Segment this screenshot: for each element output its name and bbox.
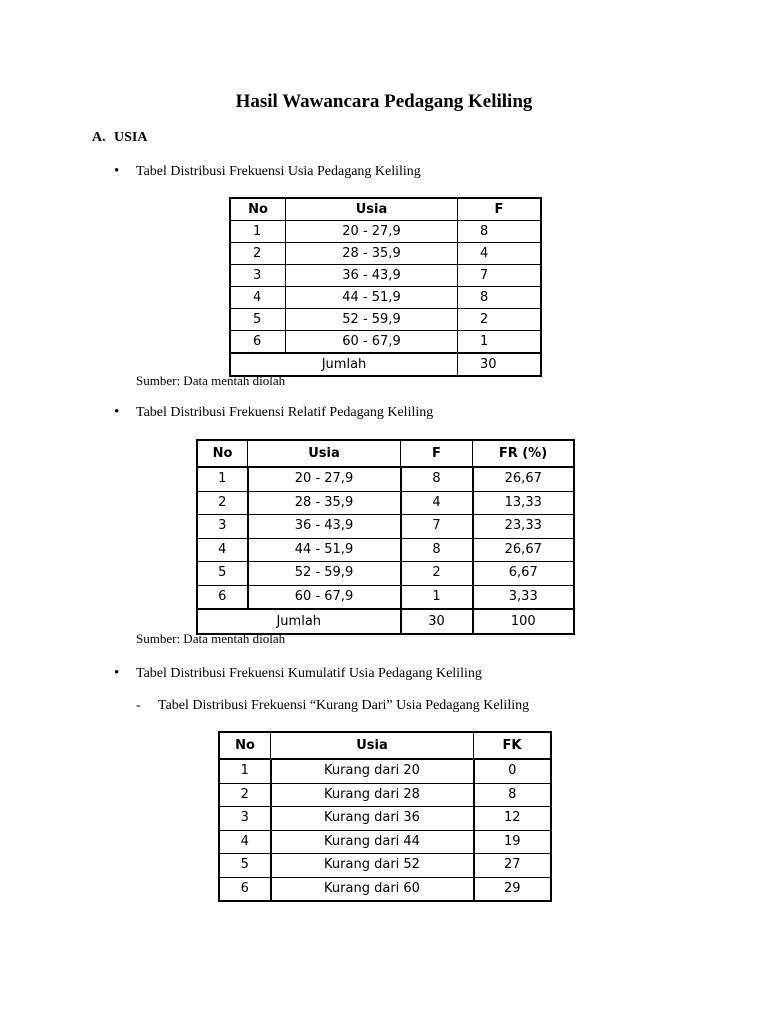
header-usia: Usia xyxy=(248,440,401,467)
bullet-icon: • xyxy=(114,163,120,179)
cell-no: 5 xyxy=(230,309,286,331)
cell-usia: 28 - 35,9 xyxy=(248,491,401,515)
table-row xyxy=(197,467,574,491)
cell-no: 2 xyxy=(197,491,248,515)
cell-fk: 29 xyxy=(474,877,552,901)
table-row xyxy=(219,830,551,854)
cell-usia: Kurang dari 52 xyxy=(271,854,474,878)
cell-no: 3 xyxy=(230,265,286,287)
cell-no: 6 xyxy=(219,877,271,901)
table-row xyxy=(219,759,551,783)
cell-no: 6 xyxy=(230,331,286,354)
cell-no: 3 xyxy=(219,807,271,831)
bullet-text: Tabel Distribusi Frekuensi Usia Pedagang Keliling xyxy=(136,164,421,179)
header-f: F xyxy=(458,198,542,221)
total-fr: 100 xyxy=(473,609,575,634)
cell-no: 2 xyxy=(230,243,286,265)
header-no: No xyxy=(219,732,271,759)
cell-fr: 26,67 xyxy=(473,538,575,562)
cell-no: 4 xyxy=(230,287,286,309)
cell-no: 1 xyxy=(197,467,248,491)
cell-usia: 36 - 43,9 xyxy=(286,265,458,287)
bullet-relative-table xyxy=(114,404,434,421)
table-row xyxy=(197,585,574,609)
table-row xyxy=(197,491,574,515)
total-label: Jumlah xyxy=(230,353,458,376)
cell-fr: 26,67 xyxy=(473,467,575,491)
cell-no: 4 xyxy=(219,830,271,854)
bullet-text: Tabel Distribusi Frekuensi Kumulatif Usia Pedagang Keliling xyxy=(136,666,482,681)
cell-f: 8 xyxy=(401,467,473,491)
table-row xyxy=(197,562,574,586)
table-header-row xyxy=(219,732,551,759)
cumulative-frequency-table xyxy=(218,731,552,902)
cell-usia: 52 - 59,9 xyxy=(286,309,458,331)
bullet-frequency-table xyxy=(114,163,421,180)
frequency-table xyxy=(229,197,542,377)
table-header-row xyxy=(230,198,541,221)
total-f: 30 xyxy=(401,609,473,634)
bullet-icon: • xyxy=(114,665,120,681)
table-row xyxy=(197,538,574,562)
dash-icon: - xyxy=(136,698,141,713)
table-row xyxy=(230,331,541,354)
cell-fr: 6,67 xyxy=(473,562,575,586)
cell-usia: 20 - 27,9 xyxy=(286,221,458,243)
header-no: No xyxy=(230,198,286,221)
cell-usia: 44 - 51,9 xyxy=(286,287,458,309)
cell-f: 1 xyxy=(401,585,473,609)
header-fr: FR (%) xyxy=(473,440,575,467)
cell-no: 1 xyxy=(219,759,271,783)
cell-fk: 12 xyxy=(474,807,552,831)
cell-usia: 28 - 35,9 xyxy=(286,243,458,265)
cell-usia: Kurang dari 44 xyxy=(271,830,474,854)
cell-usia: Kurang dari 36 xyxy=(271,807,474,831)
table-row xyxy=(219,877,551,901)
bullet-icon: • xyxy=(114,404,120,420)
cell-usia: Kurang dari 60 xyxy=(271,877,474,901)
header-fk: FK xyxy=(474,732,552,759)
cell-usia: 60 - 67,9 xyxy=(248,585,401,609)
source-note: Sumber: Data mentah diolah xyxy=(136,373,286,388)
cell-usia: 60 - 67,9 xyxy=(286,331,458,354)
cell-no: 3 xyxy=(197,515,248,539)
cell-fr: 13,33 xyxy=(473,491,575,515)
dash-text: Tabel Distribusi Frekuensi “Kurang Dari” Usia Pedagang Keliling xyxy=(158,698,530,713)
table-row xyxy=(230,309,541,331)
cell-usia: Kurang dari 28 xyxy=(271,783,474,807)
cell-no: 1 xyxy=(230,221,286,243)
cell-f: 8 xyxy=(458,221,542,243)
header-f: F xyxy=(401,440,473,467)
cell-usia: 20 - 27,9 xyxy=(248,467,401,491)
cell-usia: 44 - 51,9 xyxy=(248,538,401,562)
bullet-cumulative-table xyxy=(114,665,482,682)
cell-f: 7 xyxy=(401,515,473,539)
cell-usia: Kurang dari 20 xyxy=(271,759,474,783)
relative-frequency-table xyxy=(196,439,575,635)
cell-usia: 52 - 59,9 xyxy=(248,562,401,586)
cell-no: 5 xyxy=(197,562,248,586)
cell-usia: 36 - 43,9 xyxy=(248,515,401,539)
table-row xyxy=(219,807,551,831)
cell-f: 8 xyxy=(458,287,542,309)
bullet-text: Tabel Distribusi Frekuensi Relatif Pedagang Keliling xyxy=(136,405,434,420)
table-row xyxy=(219,854,551,878)
header-usia: Usia xyxy=(286,198,458,221)
cell-f: 2 xyxy=(458,309,542,331)
table-row xyxy=(230,243,541,265)
cell-f: 1 xyxy=(458,331,542,354)
section-heading xyxy=(92,130,147,146)
table-row xyxy=(230,287,541,309)
total-label: Jumlah xyxy=(197,609,401,634)
cell-no: 5 xyxy=(219,854,271,878)
total-value: 30 xyxy=(458,353,542,376)
section-letter: A. xyxy=(92,130,106,145)
table-row xyxy=(219,783,551,807)
cell-fk: 8 xyxy=(474,783,552,807)
cell-f: 4 xyxy=(401,491,473,515)
cell-fr: 3,33 xyxy=(473,585,575,609)
cell-f: 8 xyxy=(401,538,473,562)
table-header-row xyxy=(197,440,574,467)
cell-f: 7 xyxy=(458,265,542,287)
source-note: Sumber: Data mentah diolah xyxy=(136,631,286,646)
cell-f: 4 xyxy=(458,243,542,265)
cell-fk: 19 xyxy=(474,830,552,854)
cell-fk: 27 xyxy=(474,854,552,878)
table-row xyxy=(197,515,574,539)
cell-no: 2 xyxy=(219,783,271,807)
table-row xyxy=(230,221,541,243)
cell-fr: 23,33 xyxy=(473,515,575,539)
table-row xyxy=(230,265,541,287)
dash-item-less-than xyxy=(136,698,530,714)
page-title: Hasil Wawancara Pedagang Keliling xyxy=(235,91,533,112)
header-no: No xyxy=(197,440,248,467)
cell-f: 2 xyxy=(401,562,473,586)
cell-no: 6 xyxy=(197,585,248,609)
header-usia: Usia xyxy=(271,732,474,759)
cell-no: 4 xyxy=(197,538,248,562)
section-label: USIA xyxy=(114,130,148,145)
cell-fk: 0 xyxy=(474,759,552,783)
